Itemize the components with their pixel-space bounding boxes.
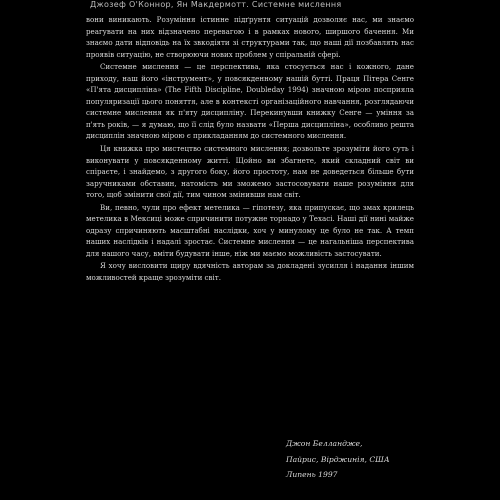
paragraph: вони виникають. Розуміння істинне підґрунтя ситуацій дозволяє нас, ми знаємо реагувати на них відзначено перевагою і в рамках нового, ширшого бачення. Ми знаємо дати відповідь на їх звкодіяти зі структурами так, що наші дії позбавлять нас проявів ситуацію, не створюючи нових проблем у спіральній сфері. <box>86 15 414 59</box>
paragraph: Я хочу висловити щиру вдячність авторам за докладені зусилля і надання іншим можливостей краще зрозуміти світ. <box>86 261 414 283</box>
running-header: Джозеф О'Коннор, Ян Макдермотт. Системне мислення <box>90 0 342 9</box>
signature-date: Липень 1997 <box>286 470 338 479</box>
paragraph: Ця книжка про мистецтво системного мислення; дозвольте зрозуміти його суть і виконувати у повсякденному житті. Щойно ви збагнете, який складний світ ви спіраєте, і знайдемо, з другого боку, його простоту, нам не доведеться більше бути заручниками обставин, натомість ми зможемо застосовувати наше розуміння для того, щоб змінити свої дії, тим чином змінивши нам світ. <box>86 144 414 200</box>
paragraph: Системне мислення — це перспектива, яка стосується нас і кожного, дане приходу, наш його «інструмент», у повсякденному нашій бутті. Праця Пітера Сенге «П'ята дисципліна» (The Fifth Discipline, Doubleday 1994) значною мірою посприяла популяризації цього поняття, але в контексті організаційного навчання, розглядаючи системне мислення як п'яту дисципліну. Перекинувши книжку Сенге — уміння за п'ять років, — я думаю, що її слід було назвати «Перша дисципліна», особливо решта дисциплін значною мірою є прикладанням до системного мислення. <box>86 62 414 141</box>
signature-place: Пайрис, Вірджинія, США <box>286 454 390 464</box>
body-text <box>86 14 414 285</box>
signature-name: Джон Белландже, <box>286 439 363 448</box>
signature-block <box>286 436 426 483</box>
paragraph: Ви, певно, чули про ефект метелика — гіпотезу, яка припускає, що змах крилець метелика в Мексиці може спричинити потужне торнадо у Техасі. Наші дії нині майже одразу спричиняють масштабні наслідки, хоч у минулому це було не так. А темп наших наслідків і надалі зростає. Системне мислення — це нагальніша перспектива для нашого часу, вміти будувати інше, ніж ми маємо можливість застосувати. <box>86 202 414 258</box>
